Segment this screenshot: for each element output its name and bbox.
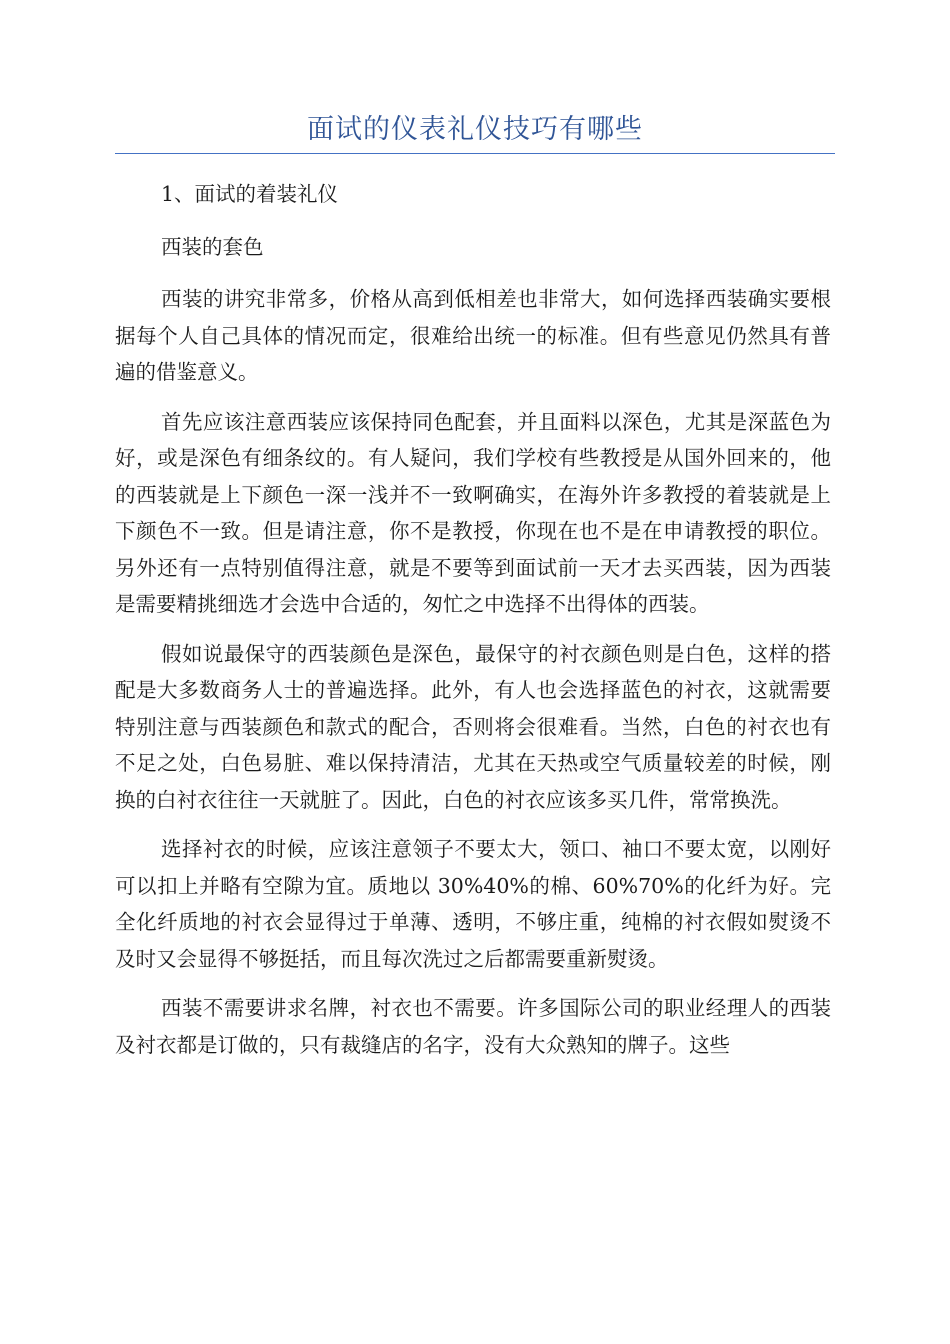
document-title: 面试的仪表礼仪技巧有哪些 (307, 114, 643, 145)
title-underline (115, 153, 835, 154)
body-paragraph: 假如说最保守的西装颜色是深色，最保守的衬衣颜色则是白色，这样的搭配是大多数商务人士的普遍选择。此外，有人也会选择蓝色的衬衣，这就需要特别注意与西装颜色和款式的配合，否则将会很难看。当然，白色的衬衣也有不足之处，白色易脏、难以保持清洁，尤其在天热或空气质量较差的时候，刚换的白衬衣往往一天就脏了。因此，白色的衬衣应该多买几件，常常换洗。 (115, 641, 831, 812)
subsection-heading: 西装的套色 (161, 234, 264, 259)
body-paragraph: 选择衬衣的时候，应该注意领子不要太大，领口、袖口不要太宽，以刚好可以扣上并略有空隙为宜。质地以 30%40%的棉、60%70%的化纤为好。完全化纤质地的衬衣会显得过于单薄、透明，不够庄重，纯棉的衬衣假如熨烫不及时又会显得不够挺括，而且每次洗过之后都需要重新熨烫。 (115, 837, 831, 971)
body-paragraph: 西装的讲究非常多，价格从高到低相差也非常大，如何选择西装确实要根据每个人自己具体的情况而定，很难给出统一的标准。但有些意见仍然具有普遍的借鉴意义。 (115, 287, 831, 384)
body-paragraph: 首先应该注意西装应该保持同色配套，并且面料以深色，尤其是深蓝色为好，或是深色有细条纹的。有人疑问，我们学校有些教授是从国外回来的，他的西装就是上下颜色一深一浅并不一致啊确实，在海外许多教授的着装就是上下颜色不一致。但是请注意，你不是教授，你现在也不是在申请教授的职位。另外还有一点特别值得注意，就是不要等到面试前一天才去买西装，因为西装是需要精挑细选才会选中合适的，匆忙之中选择不出得体的西装。 (115, 409, 831, 616)
document-body (115, 176, 831, 1076)
section-heading: 1、面试的着装礼仪 (161, 182, 339, 206)
body-paragraph: 西装不需要讲求名牌，衬衣也不需要。许多国际公司的职业经理人的西装及衬衣都是订做的，只有裁缝店的名字，没有大众熟知的牌子。这些 (115, 996, 831, 1057)
